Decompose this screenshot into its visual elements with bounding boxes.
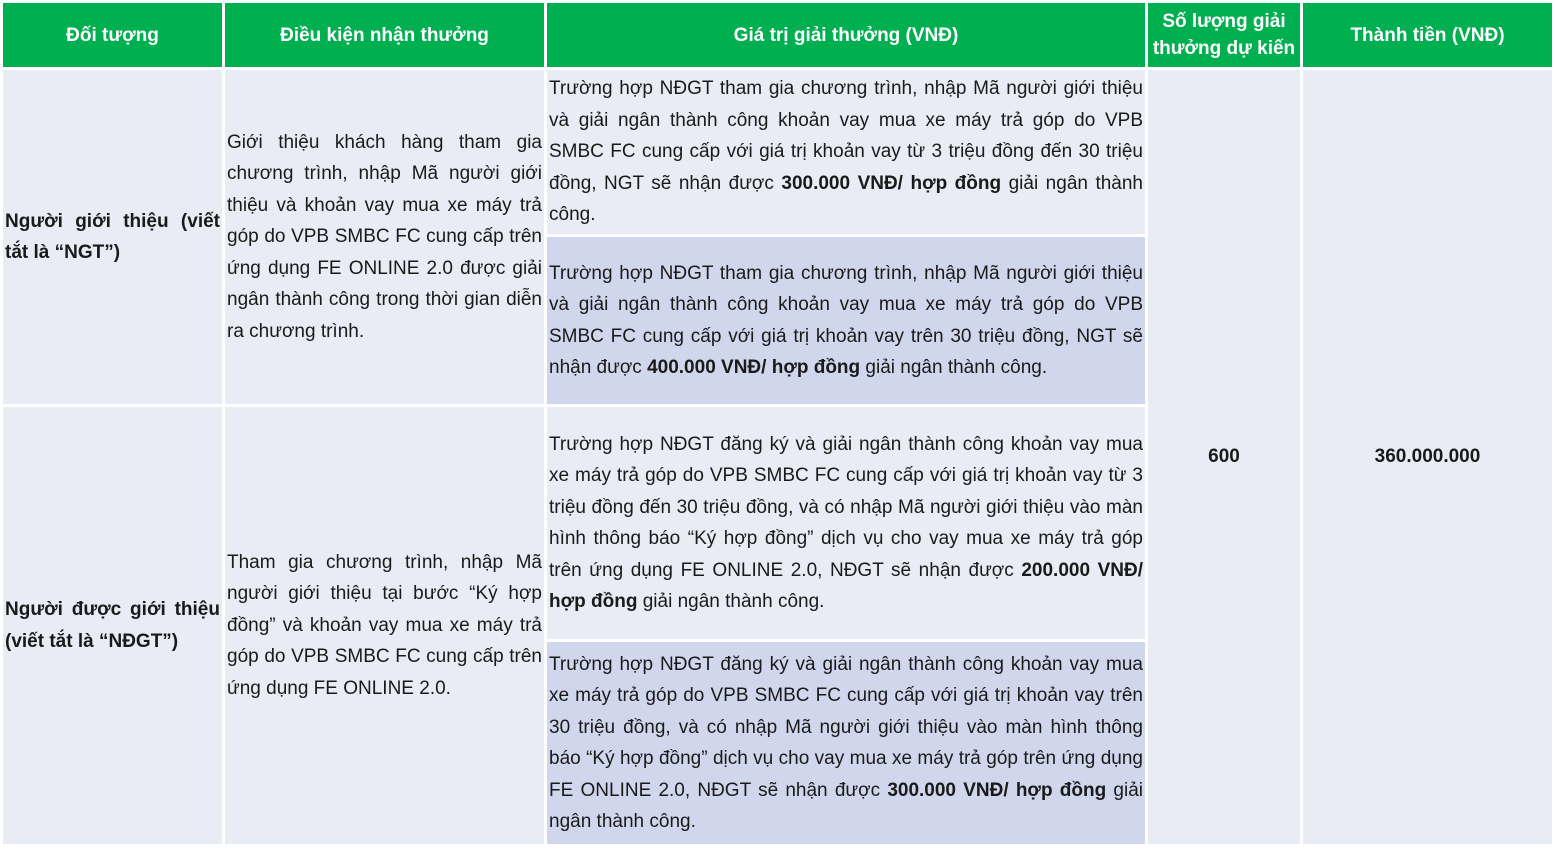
quantity-cell	[1148, 70, 1300, 844]
header-condition	[225, 3, 544, 67]
header-reward-value-label: Giá trị giải thưởng (VNĐ)	[733, 24, 959, 46]
reward-ndgt-tier1-amount: 200.000 VNĐ/ hợp đồng	[549, 559, 1143, 612]
subject-ngt-label: Người giới thiệu (viết tắt là “NGT”)	[5, 210, 220, 263]
header-subject	[3, 3, 222, 67]
condition-ngt	[225, 70, 544, 404]
header-quantity	[1148, 3, 1300, 67]
header-quantity-line1: Số lượng giải	[1162, 11, 1286, 32]
header-reward-value	[547, 3, 1145, 67]
header-total	[1303, 3, 1552, 67]
reward-ngt-tier2	[547, 237, 1145, 404]
header-quantity-line2: thưởng dự kiến	[1152, 38, 1296, 59]
header-total-label: Thành tiền (VNĐ)	[1350, 24, 1505, 46]
header-condition-label: Điều kiện nhận thưởng	[280, 24, 489, 46]
reward-ngt-tier1-amount: 300.000 VNĐ/ hợp đồng	[781, 172, 1002, 194]
header-subject-label: Đối tượng	[66, 24, 159, 46]
condition-ndgt-text: Tham gia chương trình, nhập Mã người giới thiệu tại bước “Ký hợp đồng” và khoản vay mua xe máy trả góp do VPB SMBC FC cung cấp trên ứng dụng FE ONLINE 2.0.	[227, 551, 542, 699]
reward-ndgt-tier2-text: Trường hợp NĐGT đăng ký và giải ngân thành công khoản vay mua xe máy trả góp do VPB SMBC FC cung cấp với giá trị khoản vay trên 30 triệu đồng, và có nhập Mã người giới thiệu vào màn hình thông báo “Ký hợp đồng” dịch vụ cho vay mua xe máy trả góp trên ứng dụng FE ONLINE 2.0, NĐGT sẽ nhận được 300.000 VNĐ/ hợp đồng giải ngân thành công.	[549, 653, 1143, 832]
total-value: 360.000.000	[1374, 446, 1481, 467]
subject-ndgt	[3, 407, 222, 844]
reward-ngt-tier1	[547, 70, 1145, 234]
condition-ngt-text: Giới thiệu khách hàng tham gia chương trình, nhập Mã người giới thiệu và khoản vay mua xe máy trả góp do VPB SMBC FC cung cấp trên ứng dụng FE ONLINE 2.0 được giải ngân thành công trong thời gian diễn ra chương trình.	[227, 131, 542, 342]
total-cell	[1303, 70, 1552, 844]
subject-ndgt-label: Người được giới thiệu (viết tắt là “NĐGT”)	[5, 599, 220, 652]
reward-ndgt-tier2-amount: 300.000 VNĐ/ hợp đồng	[887, 779, 1107, 801]
condition-ndgt	[225, 407, 544, 844]
reward-ngt-tier2-amount: 400.000 VNĐ/ hợp đồng	[647, 357, 861, 378]
reward-ngt-tier2-text: Trường hợp NĐGT tham gia chương trình, nhập Mã người giới thiệu và giải ngân thành công khoản vay mua xe máy trả góp do VPB SMBC FC cung cấp với giá trị khoản vay trên 30 triệu đồng, NGT sẽ nhận được 400.000 VNĐ/ hợp đồng giải ngân thành công.	[549, 262, 1143, 378]
reward-ndgt-tier2	[547, 642, 1145, 844]
reward-ndgt-tier1	[547, 407, 1145, 639]
subject-ngt	[3, 70, 222, 404]
reward-ngt-tier1-text: Trường hợp NĐGT tham gia chương trình, nhập Mã người giới thiệu và giải ngân thành công khoản vay mua xe máy trả góp do VPB SMBC FC cung cấp với giá trị khoản vay từ 3 triệu đồng đến 30 triệu đồng, NGT sẽ nhận được 300.000 VNĐ/ hợp đồng giải ngân thành công.	[549, 78, 1143, 226]
quantity-value: 600	[1208, 446, 1240, 467]
reward-ndgt-tier1-text: Trường hợp NĐGT đăng ký và giải ngân thành công khoản vay mua xe máy trả góp do VPB SMBC FC cung cấp với giá trị khoản vay từ 3 triệu đồng đến 30 triệu đồng, và có nhập Mã người giới thiệu vào màn hình thông báo “Ký hợp đồng” dịch vụ cho vay mua xe máy trả góp trên ứng dụng FE ONLINE 2.0, NĐGT sẽ nhận được 200.000 VNĐ/ hợp đồng giải ngân thành công.	[549, 433, 1143, 612]
